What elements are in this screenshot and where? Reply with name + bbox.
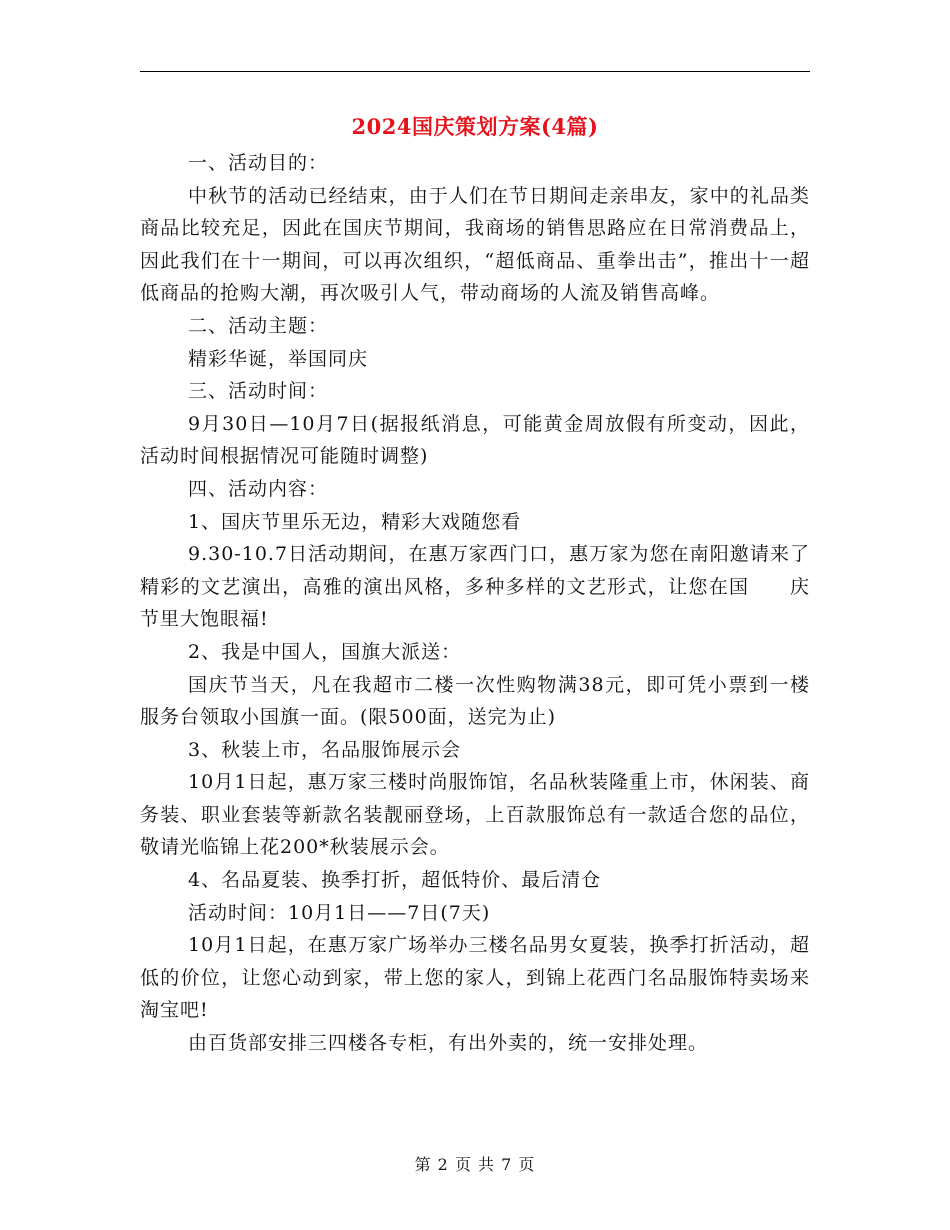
section-heading-theme: 二、活动主题： xyxy=(188,314,329,337)
item-heading-1: 1、国庆节里乐无边，精彩大戏随您看 xyxy=(188,510,522,533)
paragraph-theme: 精彩华诞，举国同庆 xyxy=(188,347,369,370)
paragraph-item-4-time: 活动时间：10月1日——7日(7天) xyxy=(188,901,491,924)
section-heading-content: 四、活动内容： xyxy=(188,477,329,500)
header-rule xyxy=(140,71,810,72)
paragraph-item-1: 9.30-10.7日活动期间，在惠万家西门口，惠万家为您在南阳邀请来了精彩的文艺演出，高雅的演出风格，多种多样的文艺形式，让您在国 庆节里大饱眼福! xyxy=(140,543,810,631)
item-heading-3: 3、秋装上市，名品服饰展示会 xyxy=(188,738,462,761)
paragraph-closing: 由百货部安排三四楼各专柜，有出外卖的，统一安排处理。 xyxy=(188,1032,709,1055)
item-heading-4: 4、名品夏装、换季打折，超低特价、最后清仓 xyxy=(188,869,602,892)
document-title: 2024国庆策划方案(4篇) xyxy=(351,114,599,139)
paragraph-item-2: 国庆节当天，凡在我超市二楼一次性购物满38元，即可凭小票到一楼服务台领取小国旗一面。(限500面，送完为止) xyxy=(140,673,810,729)
paragraph-item-4: 10月1日起，在惠万家广场举办三楼名品男女夏装，换季打折活动，超低的价位，让您心动到家，带上您的家人，到锦上花西门名品服饰特卖场来淘宝吧! xyxy=(140,934,810,1022)
paragraph-item-3: 10月1日起，惠万家三楼时尚服饰馆，名品秋装隆重上市，休闲装、商务装、职业套装等新款名装靓丽登场，上百款服饰总有一款适合您的品位，敬请光临锦上花200*秋装展示会。 xyxy=(140,771,810,859)
section-heading-purpose: 一、活动目的： xyxy=(188,152,329,174)
paragraph-purpose: 中秋节的活动已经结束，由于人们在节日期间走亲串友，家中的礼品类商品比较充足，因此在国庆节期间，我商场的销售思路应在日常消费品上，因此我们在十一期间，可以再次组织，“超低商品、重拳出击”，推出十一超低商品的抢购大潮，再次吸引人气，带动商场的人流及销售高峰。 xyxy=(140,184,810,305)
paragraph-time: 9月30日—10月7日(据报纸消息，可能黄金周放假有所变动，因此，活动时间根据情况可能随时调整) xyxy=(140,412,810,468)
section-heading-time: 三、活动时间： xyxy=(188,380,329,403)
page-number-footer: 第 2 页 共 7 页 xyxy=(414,1155,536,1174)
item-heading-2: 2、我是中国人，国旗大派送： xyxy=(188,640,462,663)
document-body xyxy=(140,147,810,1060)
